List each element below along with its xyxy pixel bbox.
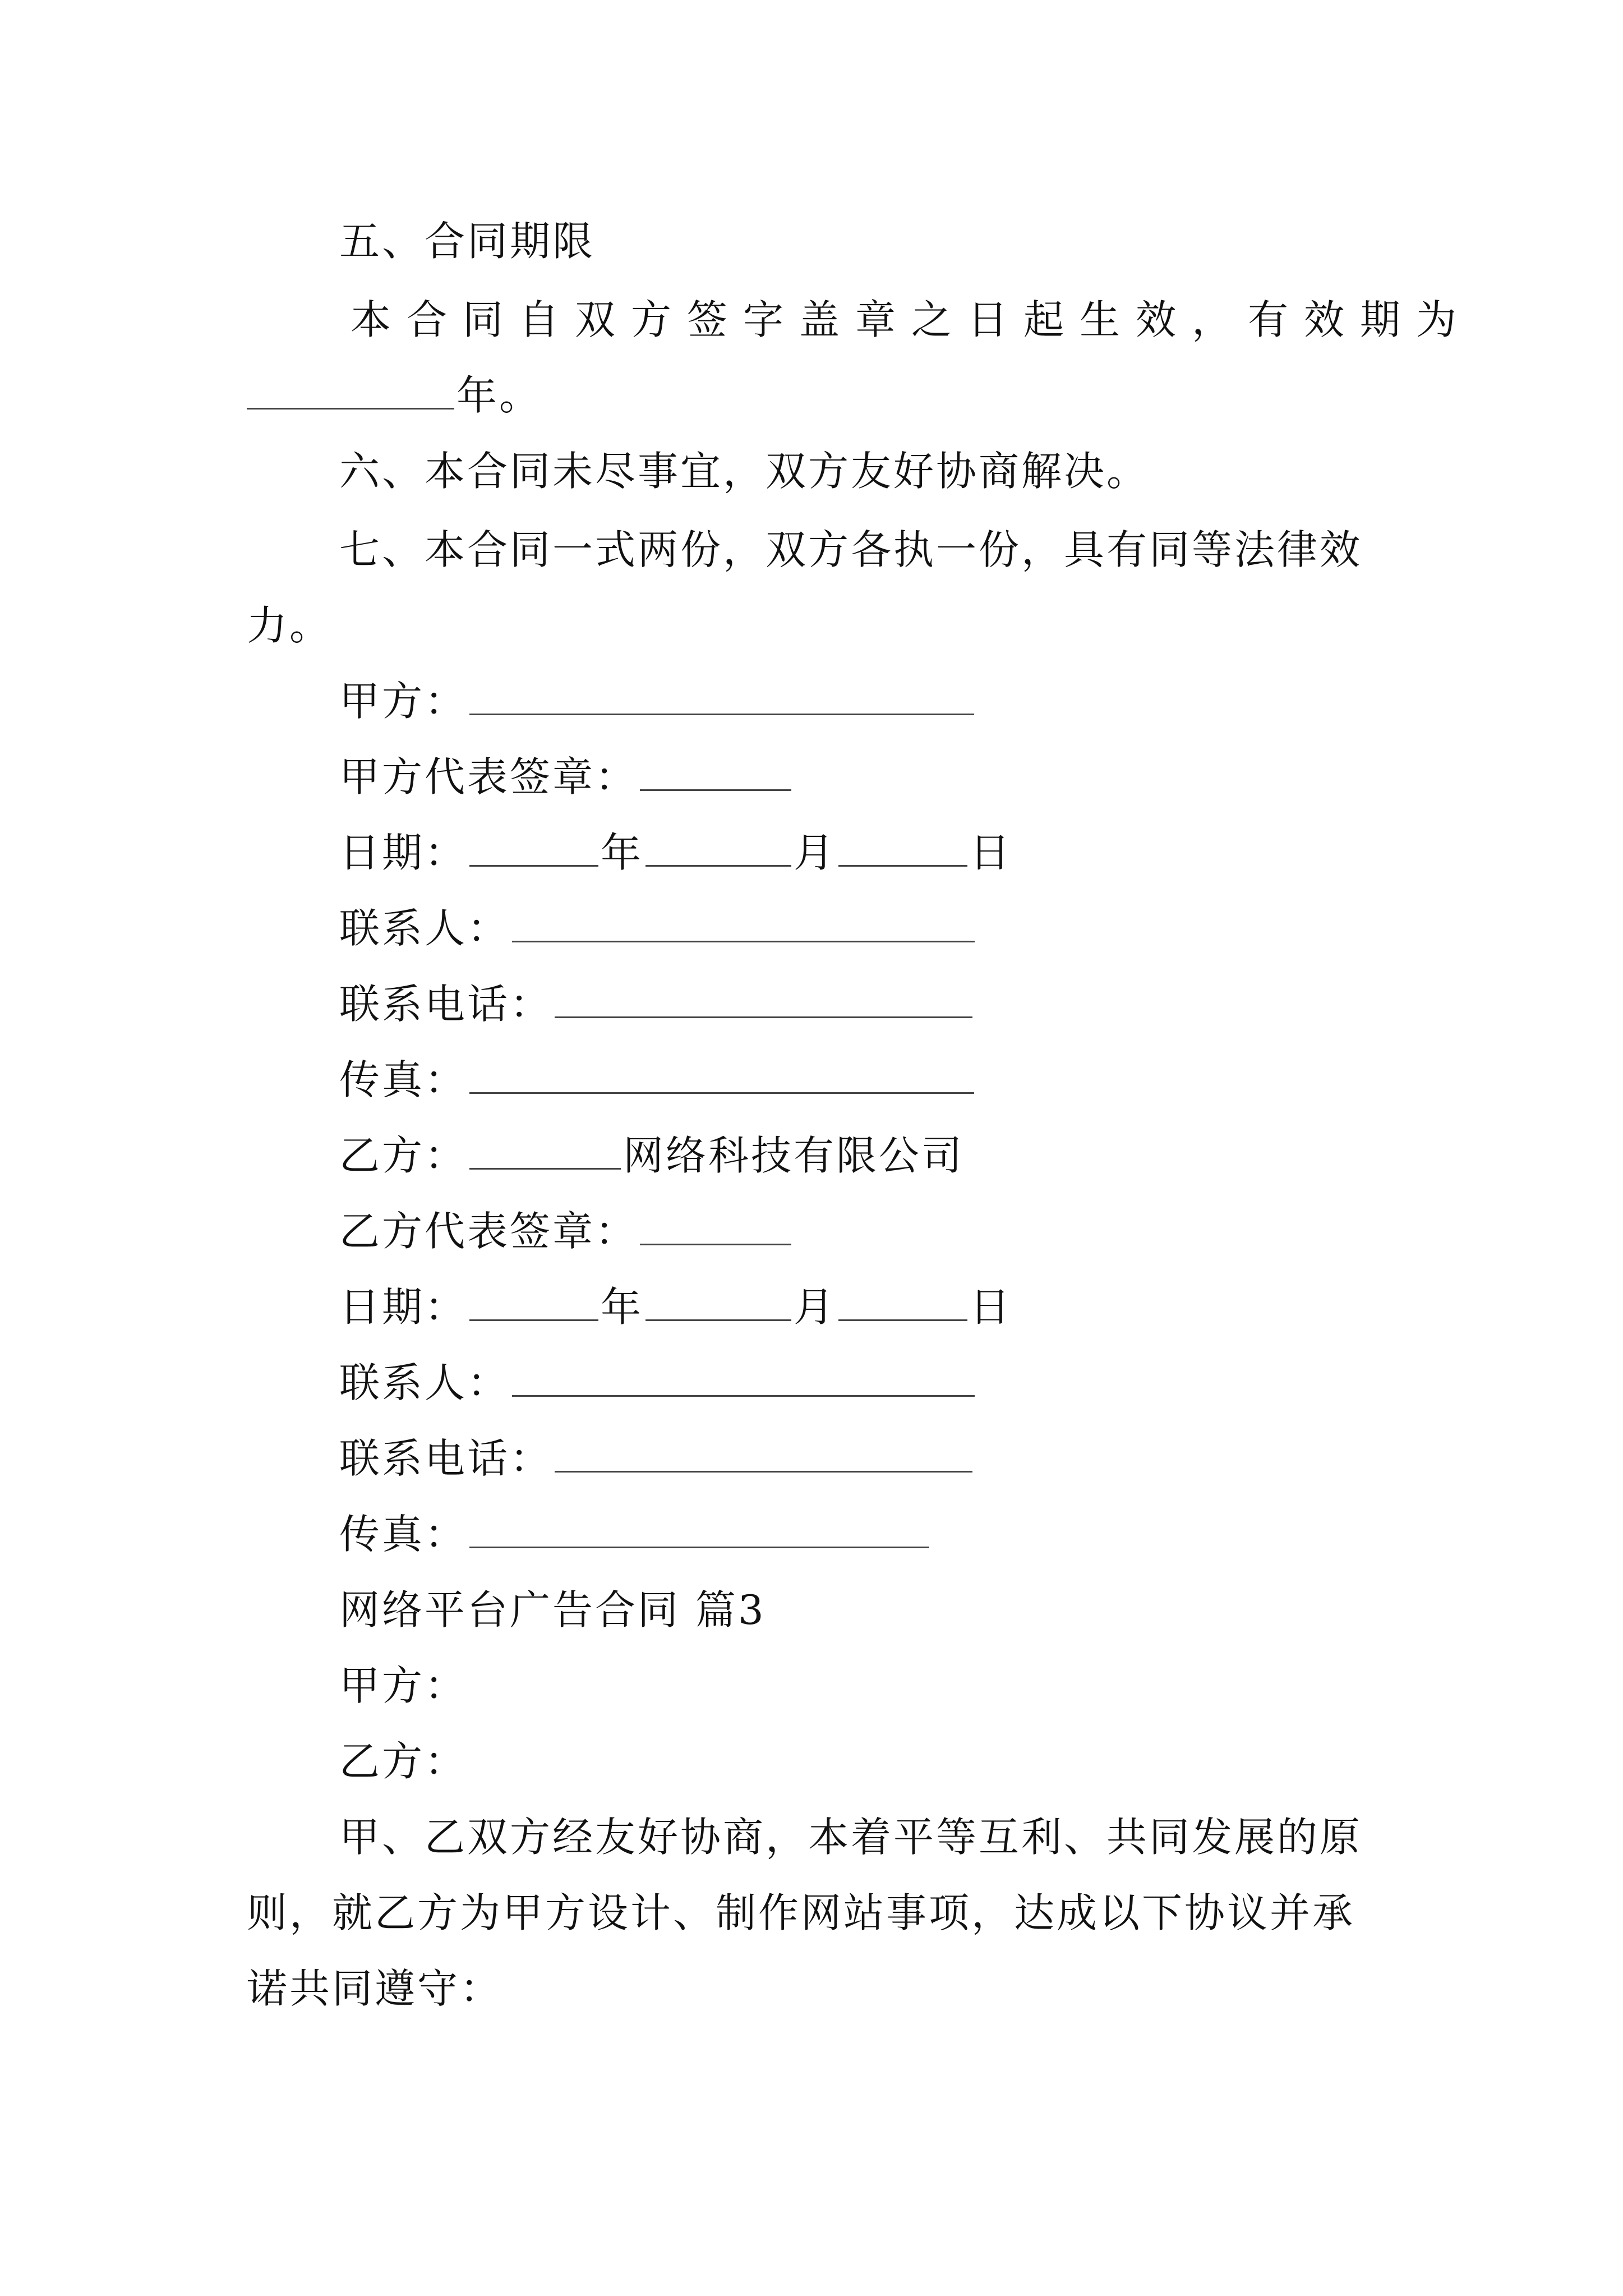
contract3-party-b: 乙方： [339,1738,468,1785]
party-b-contact-blank [512,1361,975,1397]
party-b-year-blank [469,1286,598,1321]
party-a-year-unit: 年 [601,829,644,876]
party-b-name-label: 乙方： [339,1132,468,1179]
term-year-unit: 年。 [457,372,542,419]
party-a-phone-row [339,976,975,1032]
party-a-fax-label: 传真： [339,1056,468,1103]
party-b-rep-blank [640,1210,791,1245]
party-a-month-blank [645,831,791,867]
term-heading: 五、合同期限 [339,218,596,265]
party-b-contact-label: 联系人： [339,1359,510,1406]
contract3-title: 网络平台广告合同 篇3 [339,1586,766,1634]
contract3-intro-line1: 甲、乙双方经友好协商，本着平等互利、共同发展的原 [339,1814,1363,1861]
party-a-rep-blank [640,756,791,791]
party-a-rep-label: 甲方代表签章： [339,753,638,800]
party-b-phone-row [339,1430,975,1487]
party-b-phone-label: 联系电话： [339,1435,553,1482]
party-b-day-blank [838,1286,967,1321]
term-years-blank [247,374,454,409]
party-a-contact-row [339,900,977,956]
party-b-month-unit: 月 [794,1283,837,1331]
contract3-intro-line3: 诺共同遵守： [247,1965,503,2012]
clause-6: 六、本合同未尽事宜，双方友好协商解决。 [339,448,1150,495]
party-b-name-suffix: 网络科技有限公司 [623,1132,965,1179]
party-b-phone-blank [555,1437,972,1473]
party-a-year-blank [469,831,598,867]
party-a-contact-blank [512,907,975,942]
party-a-phone-label: 联系电话： [339,981,553,1028]
party-a-contact-label: 联系人： [339,905,510,952]
party-b-name-blank [469,1134,621,1170]
party-a-rep-row [339,749,794,805]
party-b-rep-label: 乙方代表签章： [339,1208,638,1255]
party-b-contact-row [339,1355,977,1411]
party-b-day-unit: 日 [970,1283,1013,1331]
term-text-line1: 本合同自双方签字盖章之日起生效，有效期为 [351,296,1473,343]
party-a-phone-blank [555,983,972,1018]
party-a-name-blank [469,680,974,715]
party-a-fax-row [339,1052,976,1108]
party-a-month-unit: 月 [794,829,837,876]
contract3-party-a: 甲方： [339,1662,468,1709]
party-a-name-row [339,673,976,729]
party-b-month-blank [645,1286,791,1321]
party-a-date-row [339,825,1012,881]
party-a-date-label: 日期： [339,829,468,876]
party-b-fax-label: 传真： [339,1511,468,1558]
party-b-year-unit: 年 [601,1283,644,1331]
party-b-rep-row [339,1203,794,1259]
party-b-name-row [339,1128,964,1184]
party-a-day-blank [838,831,967,867]
party-b-date-label: 日期： [339,1283,468,1331]
party-a-fax-blank [469,1059,974,1094]
term-text-line2 [247,367,542,424]
party-b-fax-blank [469,1513,929,1548]
party-b-date-row [339,1279,1012,1335]
party-a-name-label: 甲方： [339,678,468,725]
contract3-intro-line2: 则，就乙方为甲方设计、制作网站事项，达成以下协议并承 [247,1889,1355,1936]
clause-7-line1: 七、本合同一式两份，双方各执一份，具有同等法律效 [339,526,1363,573]
party-a-day-unit: 日 [970,829,1013,876]
party-b-fax-row [339,1506,932,1562]
clause-7-line2: 力。 [247,602,333,649]
